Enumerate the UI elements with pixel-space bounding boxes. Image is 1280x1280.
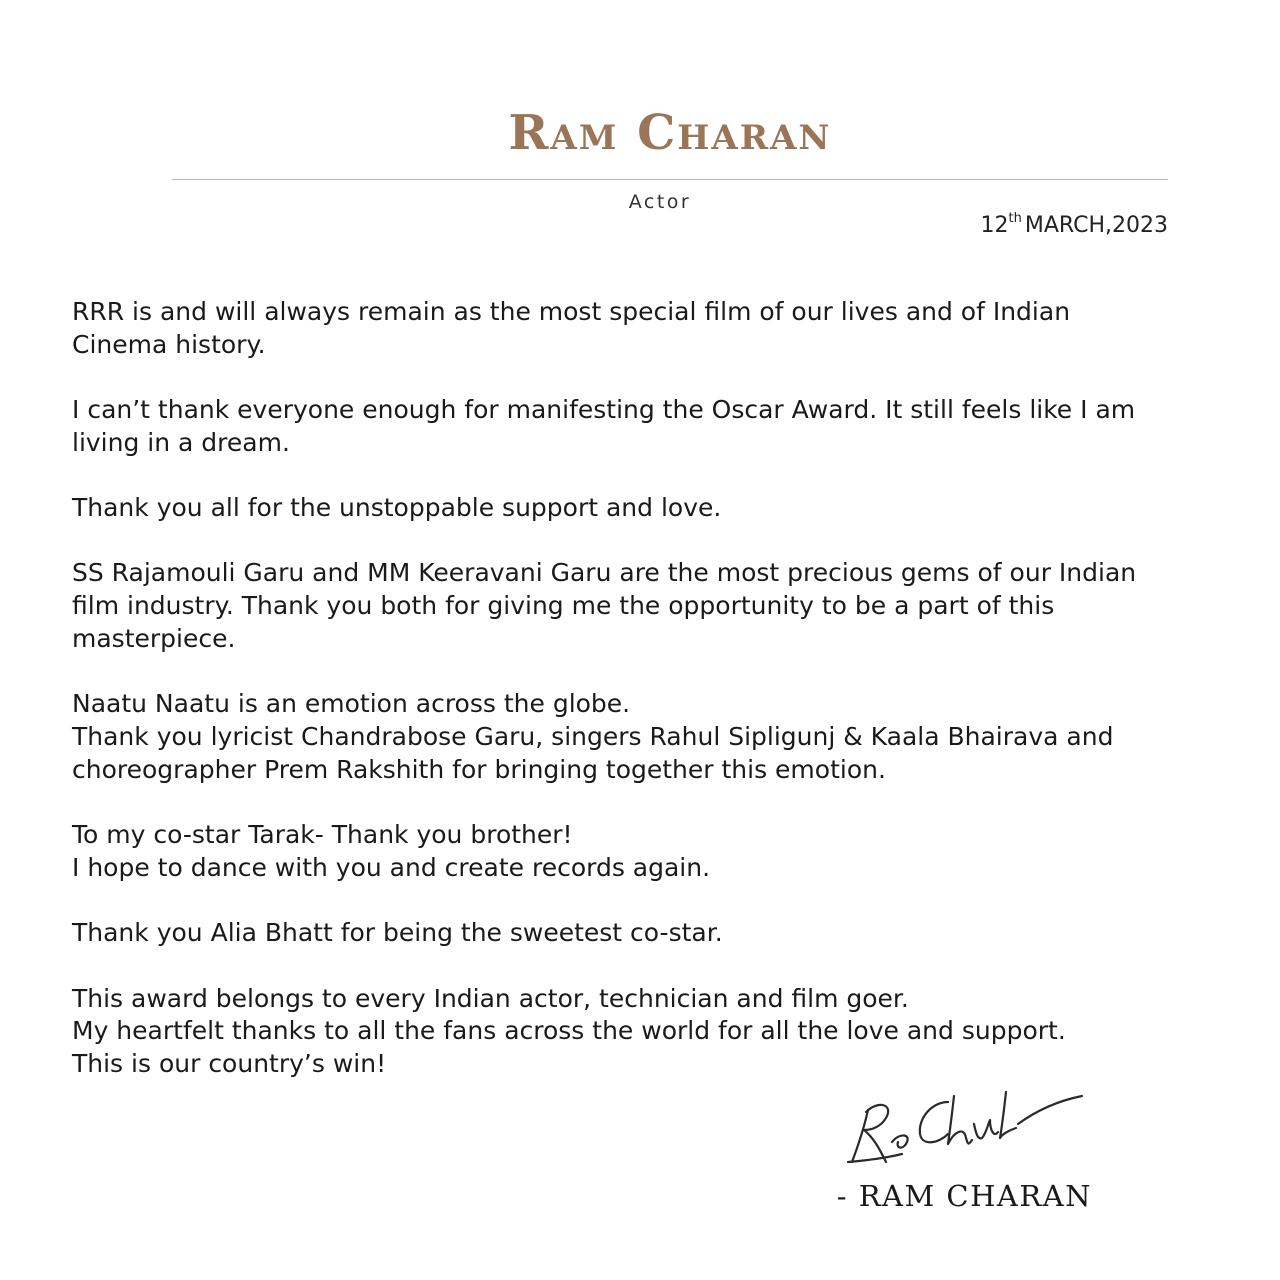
line: This is our country’s win! — [72, 1049, 387, 1079]
letter-body — [72, 296, 1222, 1081]
line: living in a dream. — [72, 427, 290, 457]
line: RRR is and will always remain as the most special film of our lives and of Indian — [72, 297, 1071, 326]
line: film industry. Thank you both for giving me the opportunity to be a part of this — [72, 591, 1055, 621]
letterhead-divider — [172, 179, 1168, 180]
paragraph-support — [72, 492, 1222, 525]
line: Thank you Alia Bhatt for being the sweetest co-star. — [72, 918, 723, 948]
paragraph-tarak — [72, 819, 1222, 885]
paragraph-naatu-naatu — [72, 688, 1222, 786]
line: SS Rajamouli Garu and MM Keeravani Garu are the most precious gems of our Indian — [72, 558, 1137, 588]
paragraph-rajamouli — [72, 557, 1222, 655]
line: To my co-star Tarak- Thank you brother! — [72, 820, 573, 850]
paragraph-rrr — [72, 296, 1222, 362]
line: Cinema history. — [72, 329, 266, 359]
closing-signature-name: - RAM CHARAN — [836, 1179, 1092, 1213]
line: masterpiece. — [72, 624, 236, 654]
letter-date — [981, 212, 1168, 240]
line: I hope to dance with you and create records again. — [72, 853, 711, 883]
line: Thank you all for the unstoppable support and love. — [72, 493, 722, 523]
line: Thank you lyricist Chandrabose Garu, singers Rahul Sipligunj & Kaala Bhairava and — [72, 722, 1114, 752]
line: I can’t thank everyone enough for manifesting the Oscar Award. It still feels like I am — [72, 395, 1136, 425]
letterhead-name: Ram Charan — [508, 105, 832, 161]
date-month-year: MARCH,2023 — [1024, 213, 1168, 238]
line: This award belongs to every Indian actor, technician and film goer. — [72, 983, 909, 1013]
letterhead-role: Actor — [628, 191, 692, 213]
line: My heartfelt thanks to all the fans across the world for all the love and support. — [72, 1016, 1066, 1046]
paragraph-alia — [72, 917, 1222, 950]
line: Naatu Naatu is an emotion across the globe. — [72, 689, 631, 719]
paragraph-oscar — [72, 394, 1222, 460]
line: choreographer Prem Rakshith for bringing together this emotion. — [72, 754, 886, 784]
date-day: 12 — [980, 213, 1009, 238]
date-ordinal-suffix: th — [1008, 211, 1022, 226]
paragraph-country — [72, 983, 1222, 1081]
handwritten-signature — [840, 1080, 1090, 1172]
